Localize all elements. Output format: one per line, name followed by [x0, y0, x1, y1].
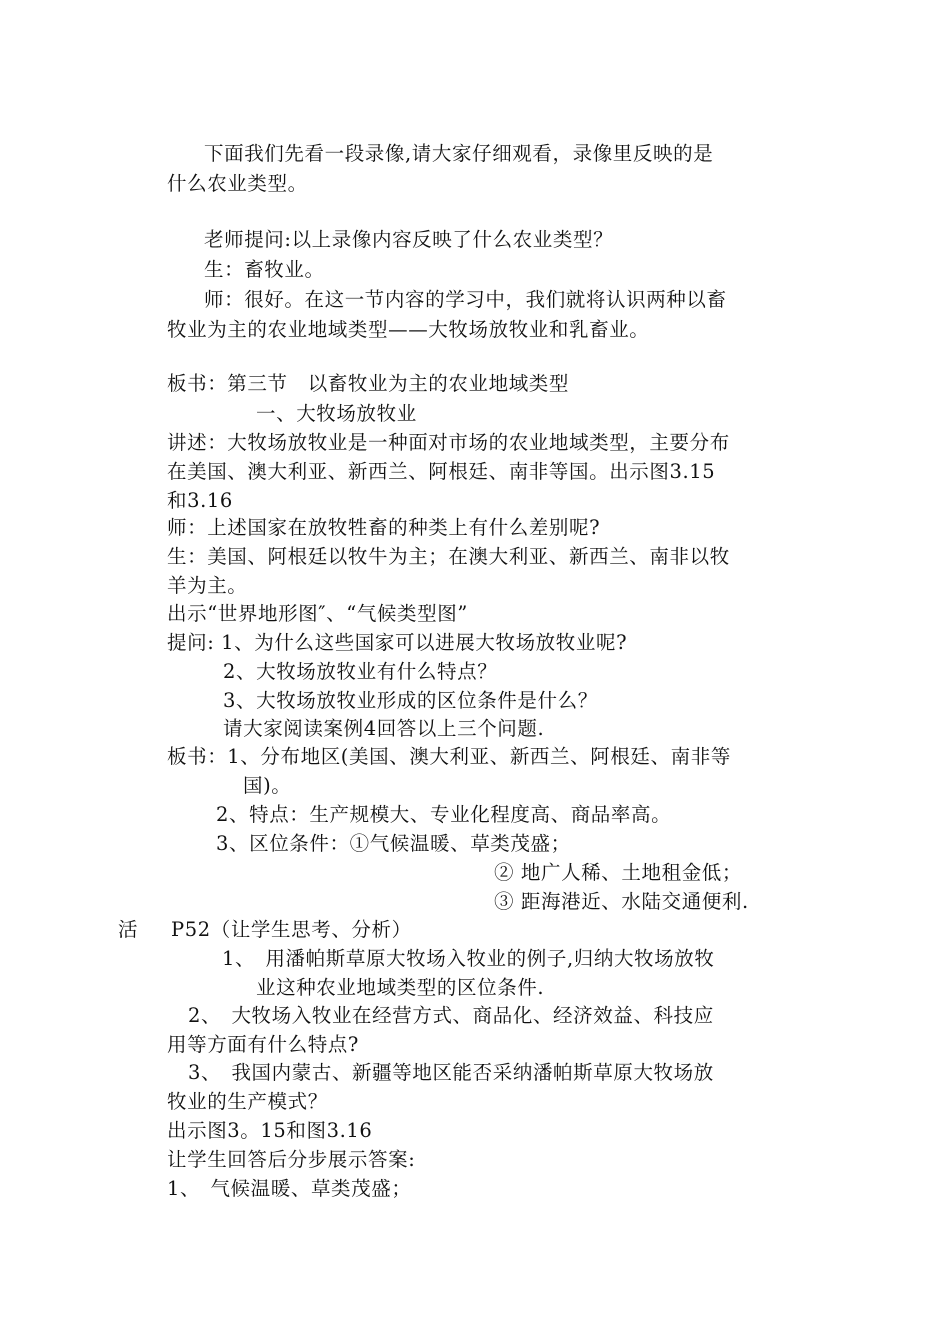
text-line: 师：很好。在这一节内容的学习中，我们就将认识两种以畜 [204, 288, 727, 311]
text-line: 提问: 1、为什么这些国家可以进展大牧场放牧业呢? [167, 631, 628, 654]
text-line: 2、大牧场放牧业有什么特点？ [223, 660, 498, 683]
text-line: ② 地广人稀、土地租金低； [494, 861, 742, 884]
text-line: 和3.16 [167, 489, 233, 512]
text-line: 生：美国、阿根廷以牧牛为主；在澳大利亚、新西兰、南非以牧 [167, 545, 730, 568]
text-line: 3、大牧场放牧业形成的区位条件是什么？ [223, 689, 598, 712]
text-line: 1、 气候温暖、草类茂盛； [167, 1177, 412, 1200]
section-heading: 板书：第三节 以畜牧业为主的农业地域类型 [167, 372, 570, 395]
text-line: 国)。 [243, 774, 292, 797]
text-line: 让学生回答后分步展示答案: [167, 1148, 416, 1171]
text-line: 出示“世界地形图″、“气候类型图” [167, 602, 468, 625]
text-line: 3、 我国内蒙古、新疆等地区能否采纳潘帕斯草原大牧场放 [188, 1061, 714, 1084]
text-line: 业这种农业地域类型的区位条件. [256, 976, 545, 999]
text-line: 出示图3。15和图3.16 [167, 1119, 373, 1142]
margin-label: 活 [118, 918, 139, 941]
text-line: 板书：1、分布地区(美国、澳大利亚、新西兰、阿根廷、南非等 [167, 745, 731, 768]
text-line: 牧业为主的农业地域类型——大牧场放牧业和乳畜业。 [167, 318, 650, 341]
text-line: 讲述：大牧场放牧业是一种面对市场的农业地域类型，主要分布 [167, 431, 730, 454]
text-line: 1、 用潘帕斯草原大牧场入牧业的例子,归纳大牧场放牧 [222, 947, 715, 970]
text-line: 什么农业类型。 [167, 172, 308, 195]
text-line: 2、 大牧场入牧业在经营方式、商品化、经济效益、科技应 [188, 1004, 714, 1027]
text-line: 请大家阅读案例4回答以上三个问题. [223, 717, 545, 740]
text-line: 生：畜牧业。 [204, 258, 325, 281]
text-line: 师：上述国家在放牧牲畜的种类上有什么差别呢? [167, 516, 601, 539]
text-line: ③ 距海港近、水陆交通便利. [494, 890, 749, 913]
text-line: 在美国、澳大利亚、新西兰、阿根廷、南非等国。出示图3.15 [167, 460, 716, 483]
text-line: 2、特点：生产规模大、专业化程度高、商品率高。 [216, 803, 672, 826]
text-line: 老师提问:以上录像内容反映了什么农业类型？ [204, 228, 614, 251]
text-line: 下面我们先看一段录像,请大家仔细观看，录像里反映的是 [204, 142, 714, 165]
text-line: 羊为主。 [167, 574, 248, 597]
text-line: P52（让学生思考、分析） [171, 918, 412, 941]
subsection-heading: 一、大牧场放牧业 [256, 402, 417, 425]
text-line: 用等方面有什么特点? [167, 1033, 359, 1056]
text-line: 牧业的生产模式？ [167, 1090, 328, 1113]
text-line: 3、区位条件：①气候温暖、草类茂盛； [216, 832, 571, 855]
